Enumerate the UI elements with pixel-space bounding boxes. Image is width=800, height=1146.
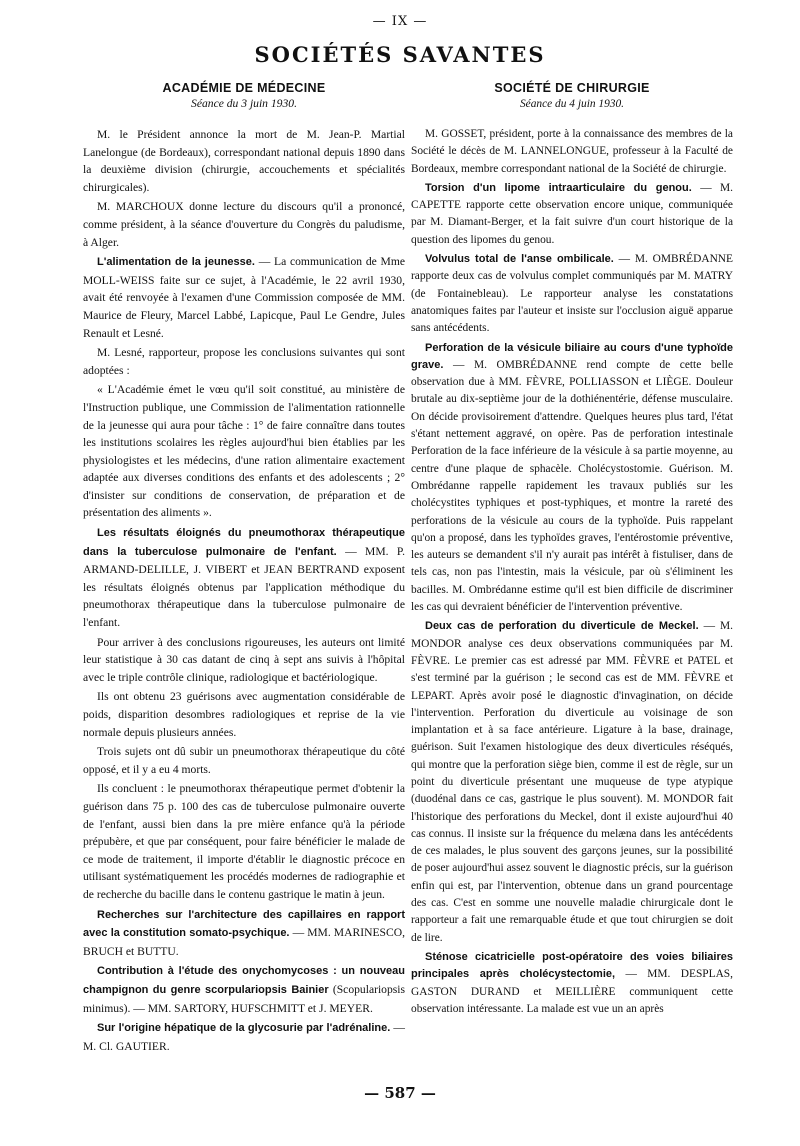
paragraph-text: Ils ont obtenu 23 guérisons avec augmentation considérable de poids, disparition desombres radiologiques et reprise de la vie normale depuis plusieurs années.	[83, 690, 405, 739]
paragraph	[83, 1019, 405, 1055]
paragraph-text: Ils concluent : le pneumothorax thérapeutique permet d'obtenir la guérison dans 75 p. 100 des cas de tuberculose pulmonaire ouverte de l'enfant, aussi bien dans la pre mière enfance qu'à la période prépubère, et que par conséquent, pour faire bénéficier le malade de ce mode de traitement, il importe d'établir le diagnostic précoce en utilisant systématiquement les procédés modernes de radiographie et de recherche du bacille dans le contenu gastrique le matin à jeun.	[83, 782, 405, 901]
academie-session-date: Séance du 3 juin 1930.	[191, 97, 297, 110]
roman-page-number: — IX —	[372, 14, 428, 29]
paragraph-text: M. GOSSET, président, porte à la connaissance des membres de la Société le décès de M. LANNELONGUE, professeur à la Faculté de Bordeaux, membre correspondant national de la Société de chirurgie.	[411, 128, 733, 175]
paragraph-heading: Volvulus total de l'anse ombilicale.	[425, 253, 614, 266]
paragraph	[83, 743, 405, 778]
paragraph	[83, 198, 405, 251]
paragraph-text: (Scopulariopsis minimus). — MM. SARTORY, HUFSCHMITT et J. MEYER.	[83, 982, 406, 1015]
paragraph-text: M. MARCHOUX donne lecture du discours qu'il a prononcé, comme président, à la séance d'ouverture du Congrès du paludisme, à Alger.	[83, 200, 405, 249]
paragraph-text: M. Lesné, rapporteur, propose les conclusions suivantes qui sont adoptées :	[83, 346, 405, 377]
paragraph	[411, 949, 733, 1018]
paragraph	[411, 618, 733, 947]
paragraph	[83, 381, 405, 522]
paragraph-text: M. le Président annonce la mort de M. Jean-P. Martial Lanelongue (de Bordeaux), correspondant national depuis 1890 dans la deuxième division (chirurgie, accouchements et spécialités chirurgicales).	[83, 128, 405, 194]
paragraph	[411, 180, 733, 249]
paragraph-heading: Torsion d'un lipome intraarticulaire du genou.	[425, 181, 692, 194]
right-column	[411, 80, 733, 1020]
left-column	[83, 80, 405, 1057]
academie-heading: ACADÉMIE DE MÉDECINE	[162, 81, 326, 95]
paragraph-heading: Les résultats éloignés du pneumothorax thérapeutique dans la tuberculose pulmonaire de l'enfant.	[83, 527, 405, 558]
paragraph	[411, 126, 733, 178]
paragraph-text: — M. OMBRÉDANNE rend compte de cette belle observation due à MM. FÈVRE, POLLIASSON et LIÈGE. Douleur brutale au dix-septième jour de la dothiénentérie, défense musculaire. On décide provisoirement d'attendre. Quelques heures plus tard, l'état s'étant nettement aggravé, on opère. Pas de perforation intestinale Perforation de la face inférieure de la vésicule à sa partie moyenne, au centre d'une plaque de sphacèle. Cholécystostomie. Guérison. M. Ombrédanne rappelle rapidement les travaux publiés sur les cholécystites typhiques et post-typhiques, et montre la rareté des perforations de la vésicule au cours de la typhoïde. Puis rappelant qu'on a proposé, dans les typhoïdes graves, l'entérostomie préventive, les auteurs se demandent s'il n'y aurait pas intérêt à fistuliser, dans de tels cas, non pas l'intestin, mais la vésicule, par où s'éliminent les bacilles. M. Ombrédanne estime qu'il est bien difficile de discriminer les cas qui devraient bénéficier de l'intervention préventive.	[411, 358, 733, 614]
paragraph	[411, 251, 733, 337]
paragraph-text: — MM. P. ARMAND-DELILLE, J. VIBERT et JEAN BERTRAND exposent les résultats éloignés obtenus par l'application méthodique du pneumothorax thérapeutique dans la tuberculose pulmonaire de l'enfant.	[83, 544, 405, 630]
paragraph	[83, 253, 405, 342]
paragraph	[83, 962, 405, 1017]
paragraph-heading: Deux cas de perforation du diverticule de Meckel.	[425, 620, 699, 633]
paragraph-text: — La communication de Mme MOLL-WEISS faite sur ce sujet, à l'Académie, le 22 avril 1930, avait été renvoyée à l'examen d'une Commission composée de MM. Maurice de Fleury, Marcel Labbé, Lapicque, Paul Le Gendre, Jules Renault et Lesné.	[83, 255, 405, 340]
paragraph-text: — M. CAPETTE rapporte cette observation encore unique, communiquée par M. Diamant-Berger, et la fait suivre d'un court historique de la question des lipomes du genou.	[411, 181, 734, 246]
paragraph-text: — MM. DESPLAS, GASTON DURAND et MEILLIÈRE communiquent cette observation intéressante. La malade est vue un an après	[411, 968, 733, 1015]
paragraph	[411, 340, 733, 617]
paragraph	[83, 906, 405, 961]
paragraph-text: Pour arriver à des conclusions rigoureuses, les auteurs ont limité leur statistique à 30 cas datant de cinq à sept ans suivis à l'hôpital avec le triple contrôle clinique, radiologique et bactériologique.	[83, 635, 405, 684]
paragraph-text: — MM. MARINESCO, BRUCH et BUTTU.	[83, 926, 405, 958]
paragraph	[83, 634, 405, 687]
paragraph-text: — M. MONDOR analyse ces deux observations communiquées par M. FÈVRE. Le premier cas est adressé par MM. FÈVRE et PATEL et s'est terminé par la guérison ; le second cas est de MM. FÈVRE et LEPART. Après avoir posé le diagnostic d'invagination, on décide l'intervention. Perforation du diverticule au voisinage de son implantation et à sa face antérieure. Ligature à la base, drainage, guérison. Suit l'examen histologique des deux diverticules réséqués, qui montre que la perforation siège bien, comme il est de règle, sur un point du diverticule présentant une muqueuse de type atypique (duodénal dans ce cas, gastrique le plus souvent). M. MONDOR fait l'historique des perforations du Meckel, dont il existe aujourd'hui 40 cas connus. Il insiste sur la fréquence du melæna dans les antécédents de ces malades, le plus souvent des garçons jeunes, sur la possibilité de poser aujourd'hui assez souvent le diagnostic précis, sur la guérison enfin qui est, par l'intervention, obtenue dans un grand pourcentage des cas. C'est en somme une nouvelle maladie chirurgicale dont le rapporteur a fait une remarquable étude et que tout chirurgien se doit de lire.	[411, 620, 734, 944]
paragraph-heading: Sténose cicatricielle post-opératoire des voies biliaires principales après cholécystectomie,	[411, 950, 733, 981]
paragraph-heading: Sur l'origine hépatique de la glycosurie par l'adrénaline.	[97, 1022, 391, 1035]
page-number: — 587 —	[364, 1084, 436, 1102]
academie-paragraphs	[83, 126, 405, 1055]
paragraph-text: — M. OMBRÉDANNE rapporte deux cas de volvulus complet communiqués par M. MATRY (de Fontainebleau). Le rapporteur analyse les constatations anatomiques faites par l'auteur et insiste sur l'occlusion aiguë apparue sans antécédents.	[411, 253, 733, 335]
chirurgie-session-date: Séance du 4 juin 1930.	[519, 98, 625, 110]
paragraph	[83, 524, 405, 632]
chirurgie-heading: SOCIÉTÉ DE CHIRURGIE	[494, 81, 650, 95]
paragraph-heading: Perforation de la vésicule biliaire au cours d'une typhoïde grave.	[411, 341, 733, 371]
paragraph-heading: Contribution à l'étude des onychomycoses : un nouveau champignon du genre scorpulariopsis Bainier	[83, 965, 405, 996]
paragraph-heading: L'alimentation de la jeunesse.	[97, 256, 255, 269]
paragraph	[83, 344, 405, 379]
paragraph-text: — M. Cl. GAUTIER.	[83, 1021, 406, 1053]
paragraph	[83, 780, 405, 903]
paragraph	[83, 688, 405, 741]
section-title: SOCIÉTÉS SAVANTES	[254, 42, 546, 67]
paragraph-heading: Recherches sur l'architecture des capillaires en rapport avec la constitution somato-psychique.	[83, 908, 405, 940]
paragraph-text: Trois sujets ont dû subir un pneumothorax thérapeutique du côté opposé, et il y a eu 4 morts.	[83, 745, 405, 776]
paragraph	[83, 126, 405, 196]
paragraph-text: « L'Académie émet le vœu qu'il soit constitué, au ministère de l'Instruction publique, une Commission de l'alimentation rationnelle de la jeunesse qui aura pour tâche : 1° de faire connaître dans toutes les institutions scolaires les règles aujourd'hui bien établies par les physiologistes et les médecins, d'une ration alimentaire exactement adaptée aux diverses conditions des enfants et des adolescents ; 2° d'insister sur conditions de conservation, de préparation et de présentation des aliments ».	[83, 383, 405, 520]
chirurgie-paragraphs	[411, 126, 733, 1018]
